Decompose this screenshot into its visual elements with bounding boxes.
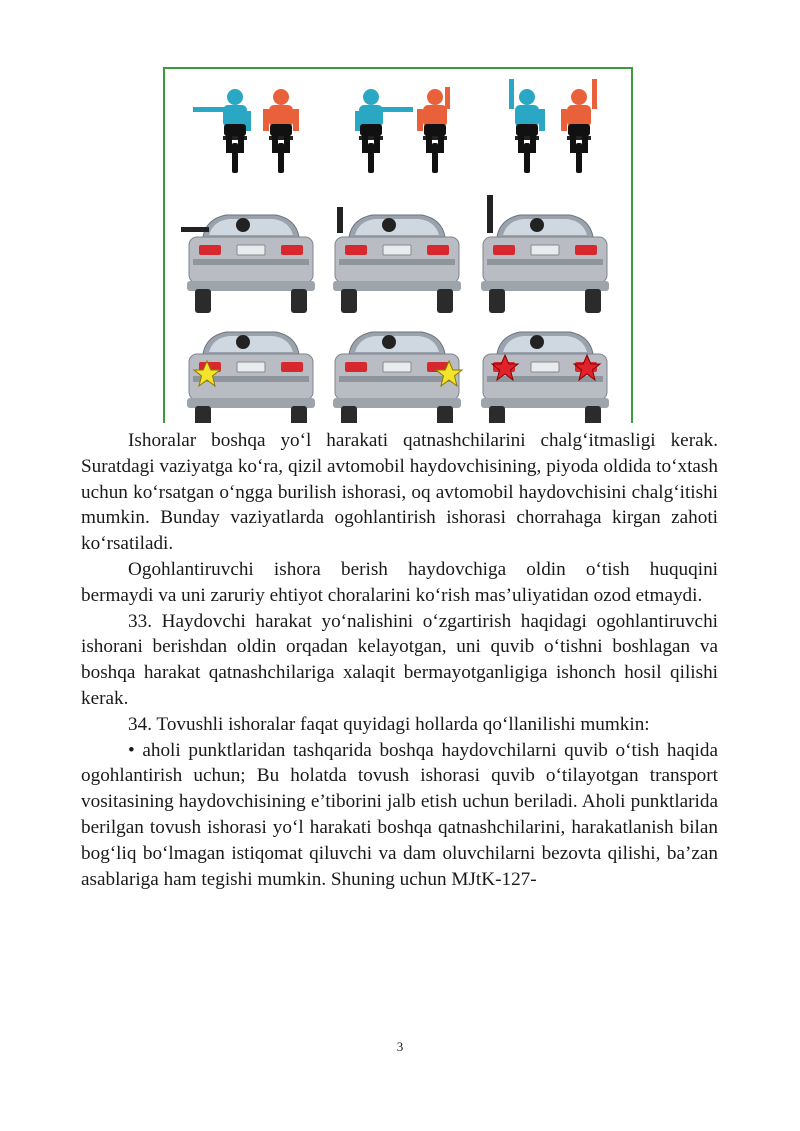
traffic-signals-figure — [163, 67, 633, 423]
car-left-arm-icon — [181, 215, 315, 313]
car-right-indicator-icon — [333, 332, 462, 423]
paragraph: bermaydi va uni zaruriy ehtiyot choralarini koʻrish mas’uliyatidan ozod etmaydi. — [81, 584, 703, 606]
car-brake-lights-icon — [481, 332, 609, 423]
cyclist-stop-icon — [509, 79, 597, 173]
cyclist-left-arm-icon — [193, 89, 299, 173]
cyclist-right-arm-icon — [355, 87, 450, 173]
car-right-arm-icon — [333, 207, 461, 313]
page-number: 3 — [396, 1039, 404, 1054]
paragraph: 34. Tovushli ishoralar faqat quyidagi hollarda qoʻllanilishi mumkin: — [128, 713, 650, 735]
paragraph: 33. Haydovchi harakat yoʻnalishini oʻzgartirish haqidagi ogohlantiruvchi ishorani berishdan oldin orqadan kelayotgan, uni quvib oʻtishni boshlagan va boshqa harakat qatnashchilariga xalaqit bermayotganligiga ishonch hosil qilishi kerak. — [81, 610, 718, 709]
car-stop-arm-icon — [481, 195, 609, 313]
car-left-indicator-icon — [187, 332, 315, 423]
paragraph: • aholi punktlaridan tashqarida boshqa haydovchilarni quvib oʻtish haqida ogohlantirish uchun; Bu holatda tovush ishorasi quvib oʻtilayotgan transport vositasining haydovchisining e’tiborini jalb etish uchun beriladi. Aholi punktlarida berilgan tovush ishorasi yoʻl harakati boshqa qatnashchilarini, harakatlanish bilan bogʻliq boʻlmagan istiqomat qiluvchi va dam oluvchilarni bezovta qilishi, ba’zan asablariga ham tegishi mumkin. Shuning uchun MJtK-127- — [81, 739, 718, 890]
body-text — [81, 428, 718, 892]
paragraph: Ishoralar boshqa yoʻl harakati qatnashchilarini chalgʻitmasligi kerak. Suratdagi vaziyatga koʻra, qizil avtomobil haydovchisining, piyoda oldida toʻxtash uchun koʻrsatgan oʻngga burilish ishorasi, oq avtomobil haydovchisini chalgʻitishi mumkin. Bunday vaziyatlarda ogohlantirish ishorasi chorrahaga kirgan zahoti koʻrsatiladi. — [81, 430, 718, 555]
paragraph: Ogohlantiruvchi ishora berish haydovchiga oldin oʻtish huquqini — [128, 558, 718, 580]
signals-illustration — [165, 69, 631, 423]
